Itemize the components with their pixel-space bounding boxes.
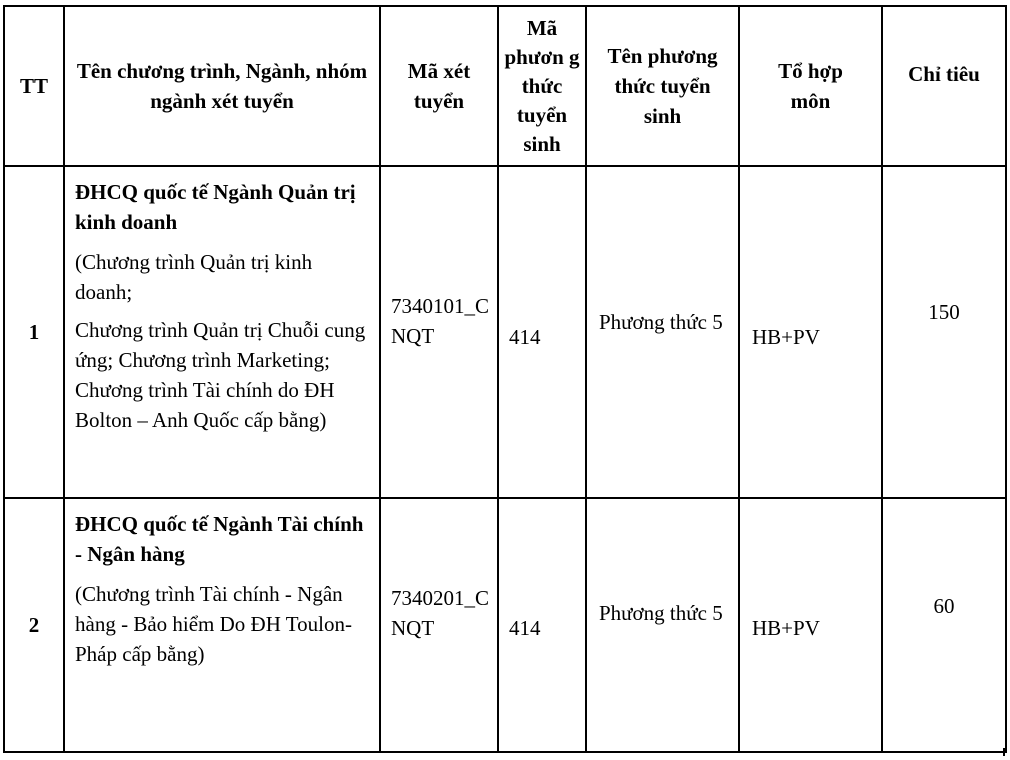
program-detail: (Chương trình Quản trị kinh doanh; [75,250,313,304]
header-row [4,6,1006,166]
subject-combo: HB+PV [739,498,882,752]
quota: 150 [882,166,1006,498]
row-number: 2 [4,498,64,752]
program-cell [64,498,380,752]
header-tt: TT [4,6,64,166]
method-name: Phương thức 5 [586,498,739,752]
row-number: 1 [4,166,64,498]
header-method-code: Mã phươn g thức tuyển sinh [498,6,586,166]
subject-combo: HB+PV [739,166,882,498]
method-code: 414 [498,498,586,752]
header-code: Mã xét tuyển [380,6,498,166]
page-corner-mark [1003,748,1005,756]
program-detail: (Chương trình Tài chính - Ngân hàng - Bảo hiểm Do ĐH Toulon- Pháp cấp bằng) [75,582,352,666]
table-row [4,498,1006,752]
header-combo: Tổ hợp môn [739,6,882,166]
program-cell [64,166,380,498]
admission-code: 7340101_CNQT [380,166,498,498]
program-detail: Chương trình Quản trị Chuỗi cung ứng; Chương trình Marketing; Chương trình Tài chính do ĐH Bolton – Anh Quốc cấp bằng) [75,318,366,432]
program-name: ĐHCQ quốc tế Ngành Tài chính - Ngân hàng [75,512,364,566]
header-program: Tên chương trình, Ngành, nhóm ngành xét tuyển [64,6,380,166]
table-row [4,166,1006,498]
header-method-name: Tên phương thức tuyển sinh [586,6,739,166]
method-name: Phương thức 5 [586,166,739,498]
method-code: 414 [498,166,586,498]
program-name: ĐHCQ quốc tế Ngành Quản trị kinh doanh [75,180,356,234]
quota: 60 [882,498,1006,752]
admission-code: 7340201_CNQT [380,498,498,752]
header-quota: Chỉ tiêu [882,6,1006,166]
admission-table [3,5,1007,753]
